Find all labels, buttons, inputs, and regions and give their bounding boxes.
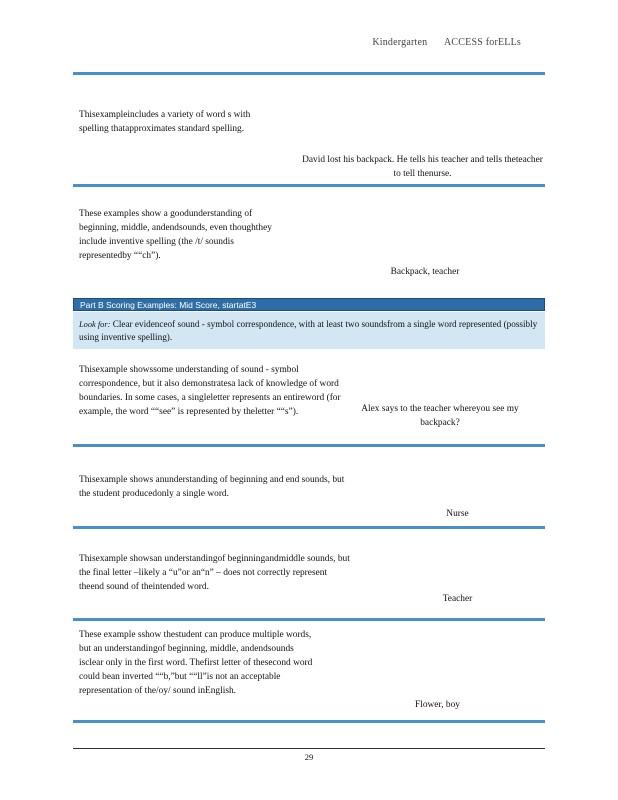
example-student-response: Flower, boy bbox=[415, 700, 460, 710]
look-for-label: Look for: bbox=[79, 320, 111, 329]
divider bbox=[73, 720, 545, 723]
example-description: Thisexampleincludes a variety of word s with spelling thatapproximates standard spelling. bbox=[79, 110, 251, 134]
example-description: Thisexample shows anunderstanding of beginning and end sounds, but the student producedonly a single word. bbox=[79, 475, 345, 499]
divider bbox=[73, 444, 545, 447]
example-student-response: Backpack, teacher bbox=[390, 267, 460, 277]
divider bbox=[73, 184, 545, 187]
example-description: These example sshow thestudent can produce multiple words, but an understandingof beginning, middle, andendsounds isclear only in the first word. Thefirst letter of thesecond word could bean inverted ““b,”but ““ll”is not an acceptable representation of the/oy/ sound inEnglish. bbox=[79, 630, 313, 696]
example-student-response: Nurse bbox=[446, 509, 469, 519]
example-student-response: Teacher bbox=[442, 594, 473, 604]
example-description: Thisexample showssome understanding of sound - symbol correspondence, but it also demonstratesa lack of knowledge of word boundaries. In some cases, a singleletter represents an entireword (for example, the word ““see” is represented by theletter ““s”). bbox=[79, 365, 341, 417]
look-for-text: Clear evidenceof sound - symbol correspondence, with at least two soundsfrom a single word represented (possibly using inventive spelling). bbox=[79, 319, 538, 342]
divider bbox=[73, 526, 545, 529]
example-description: These examples show a goodunderstanding of beginning, middle, andendsounds, even thoughthey include inventive spelling (the /t/ soundis representedby ““ch”). bbox=[79, 209, 272, 261]
divider bbox=[73, 72, 545, 75]
look-for-box bbox=[73, 312, 545, 349]
example-student-response: David lost his backpack. He tells his teacher and tells theteacher to tell thenurse. bbox=[302, 155, 543, 179]
header-grade: Kindergarten bbox=[372, 37, 428, 48]
example-description: Thisexample showsan understandingof beginningandmiddle sounds, but the final letter –likely a “u”or an“n” – does not correctly represent theend sound of theintended word. bbox=[79, 554, 350, 592]
header-title: ACCESS forELLs bbox=[444, 37, 521, 48]
footer-rule bbox=[73, 748, 545, 749]
divider bbox=[73, 618, 545, 621]
example-student-response: Alex says to the teacher whereyou see my backpack? bbox=[361, 404, 519, 428]
page-header bbox=[358, 37, 521, 48]
section-banner: Part B Scoring Examples: Mid Score, startatE3 bbox=[73, 298, 545, 311]
page-number: 29 bbox=[304, 752, 314, 762]
